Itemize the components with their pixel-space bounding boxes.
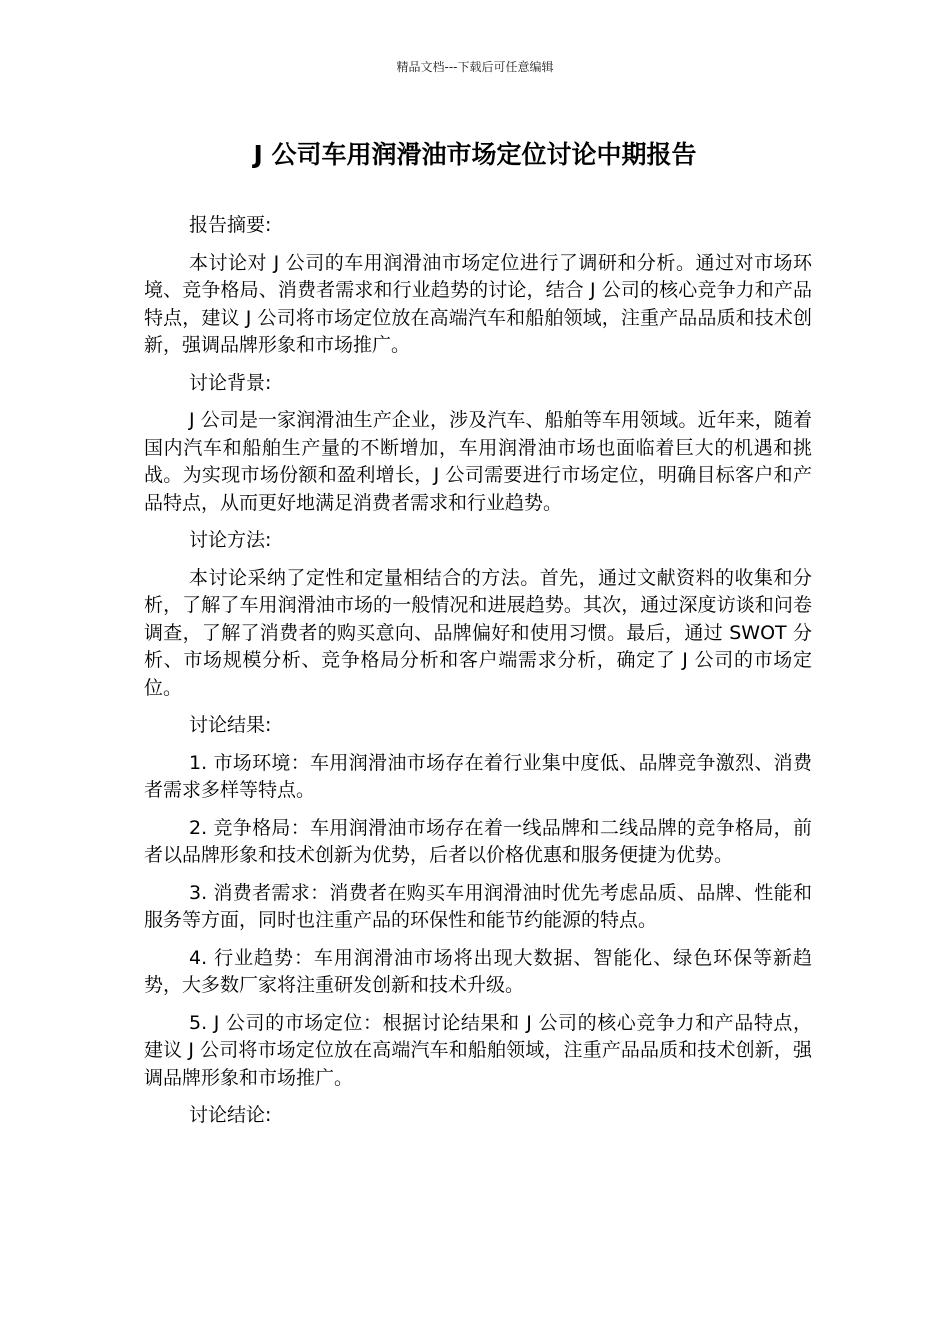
section-heading-method: 讨论方法: [189,529,272,551]
method-paragraph: 本讨论采纳了定性和定量相结合的方法。首先，通过文献资料的收集和分析，了解了车用润滑油市场的一般情况和进展趋势。其次，通过深度访谈和问卷调查，了解了消费者的购买意向、品牌偏好和使用习惯。最后，通过 SWOT 分析、市场规模分析、竞争格局分析和客户端需求分析，确定了 J 公司的市场定位。 [144,566,812,699]
document-body [144,212,812,1140]
summary-paragraph: 本讨论对 J 公司的车用润滑油市场定位进行了调研和分析。通过对市场环境、竞争格局、消费者需求和行业趋势的讨论，结合 J 公司的核心竞争力和产品特点，建议 J 公司将市场定位放在高端汽车和船舶领域，注重产品品质和技术创新，强调品牌形象和市场推广。 [144,251,812,356]
section-heading-summary: 报告摘要: [189,214,272,236]
section-heading-results: 讨论结果: [189,714,272,736]
header-note: 精品文档---下载后可任意编辑 [396,60,554,74]
result-item-4: 4. 行业趋势：车用润滑油市场将出现大数据、智能化、绿色环保等新趋势，大多数厂家将注重研发创新和技术升级。 [144,946,812,996]
result-item-5: 5. J 公司的市场定位：根据讨论结果和 J 公司的核心竞争力和产品特点，建议 J 公司将市场定位放在高端汽车和船舶领域，注重产品品质和技术创新，强调品牌形象和市场推广。 [144,1011,812,1089]
result-item-1: 1. 市场环境：车用润滑油市场存在着行业集中度低、品牌竞争激烈、消费者需求多样等特点。 [144,751,812,801]
document-title: J 公司车用润滑油市场定位讨论中期报告 [253,140,697,169]
section-heading-conclusion: 讨论结论: [189,1104,272,1126]
result-item-3: 3. 消费者需求：消费者在购买车用润滑油时优先考虑品质、品牌、性能和服务等方面，同时也注重产品的环保性和能节约能源的特点。 [144,881,812,931]
section-heading-background: 讨论背景: [189,371,272,394]
background-paragraph: J 公司是一家润滑油生产企业，涉及汽车、船舶等车用领域。近年来，随着国内汽车和船舶生产量的不断增加，车用润滑油市场也面临着巨大的机遇和挑战。为实现市场份额和盈利增长，J 公司需要进行市场定位，明确目标客户和产品特点，从而更好地满足消费者需求和行业趋势。 [144,409,812,514]
result-item-2: 2. 竞争格局：车用润滑油市场存在着一线品牌和二线品牌的竞争格局，前者以品牌形象和技术创新为优势，后者以价格优惠和服务便捷为优势。 [144,816,812,866]
